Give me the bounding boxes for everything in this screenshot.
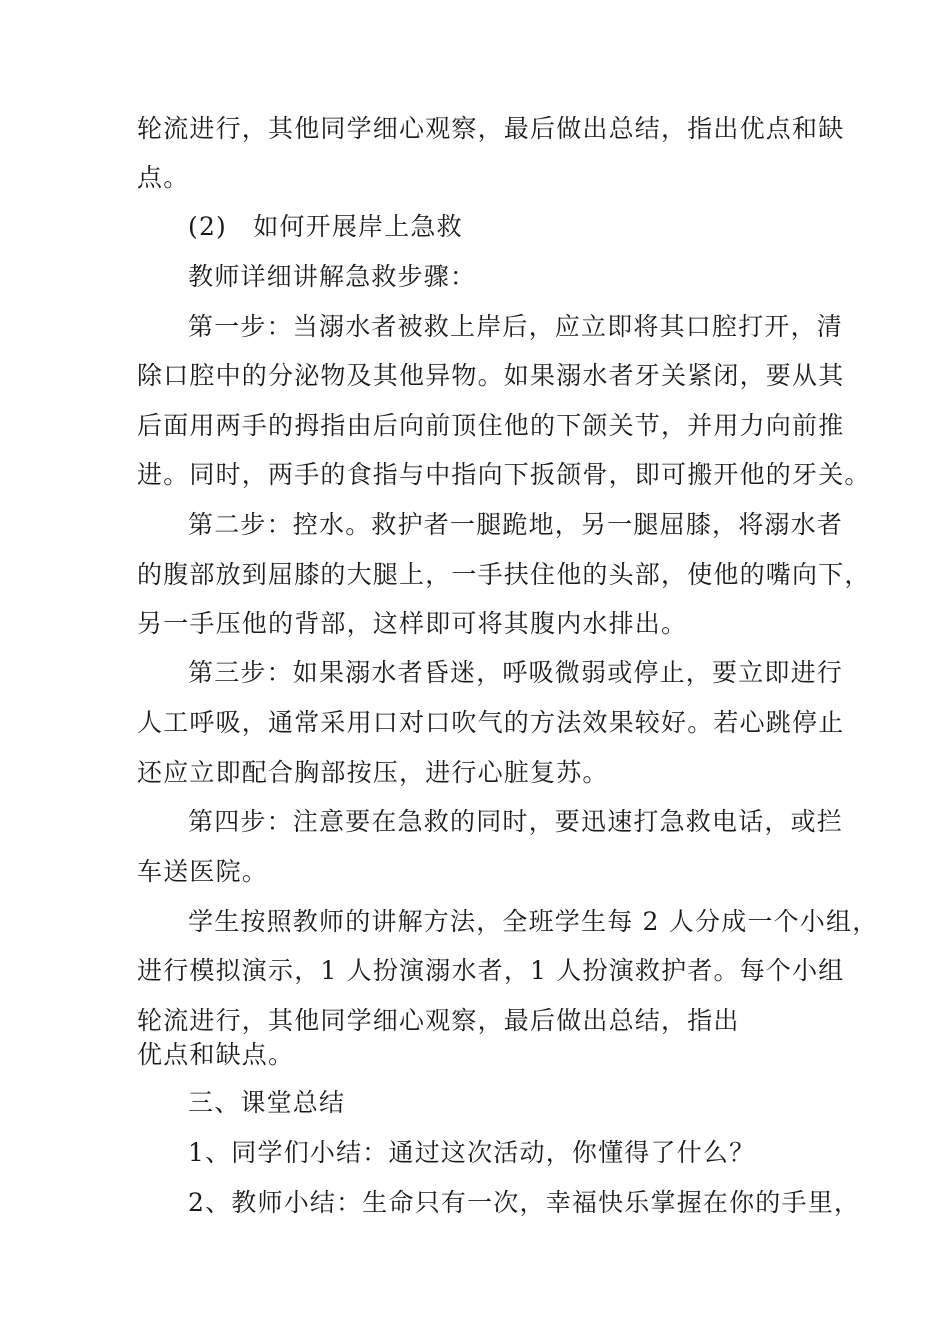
text-line: 车送医院。	[137, 857, 269, 886]
section-heading: 三、课堂总结	[188, 1088, 346, 1117]
text-line: 除口腔中的分泌物及其他异物。如果溺水者牙关紧闭，要从其	[137, 361, 845, 390]
text-line: 轮流进行，其他同学细心观察，最后做出总结，指出优点和缺	[137, 114, 845, 143]
text-line: 点。	[137, 163, 190, 192]
text-line: 还应立即配合胸部按压，进行心脏复苏。	[137, 758, 609, 787]
text-line: 第四步：注意要在急救的同时，要迅速打急救电话，或拦	[188, 807, 844, 836]
text-line: 第二步：控水。救护者一腿跪地，另一腿屈膝，将溺水者	[188, 510, 844, 539]
text-line: 学生按照教师的讲解方法，全班学生每 2 人分成一个小组，	[188, 907, 879, 936]
text-line: 教师详细讲解急救步骤：	[188, 262, 477, 291]
text-line: 人工呼吸，通常采用口对口吹气的方法效果较好。若心跳停止	[137, 708, 845, 737]
text-line: 轮流进行，其他同学细心观察，最后做出总结，指出	[137, 1006, 740, 1035]
text-line: 进。同时，两手的食指与中指向下扳颌骨，即可搬开他的牙关。	[137, 460, 871, 489]
text-line: 第三步：如果溺水者昏迷，呼吸微弱或停止，要立即进行	[188, 658, 844, 687]
text-line: 后面用两手的拇指由后向前顶住他的下颌关节，并用力向前推	[137, 411, 845, 440]
text-line: 第一步：当溺水者被救上岸后，应立即将其口腔打开，清	[188, 312, 844, 341]
text-line: 2、教师小结：生命只有一次，幸福快乐掌握在你的手里，	[188, 1188, 861, 1217]
text-line: 优点和缺点。	[137, 1040, 295, 1069]
text-line: 进行模拟演示，1 人扮演溺水者，1 人扮演救护者。每个小组	[137, 956, 845, 985]
text-line: 的腹部放到屈膝的大腿上，一手扶住他的头部，使他的嘴向下，	[137, 560, 871, 589]
section-heading: (2) 如何开展岸上急救	[188, 212, 463, 241]
text-line: 1、同学们小结：通过这次活动，你懂得了什么？	[188, 1138, 756, 1167]
text-line: 另一手压他的背部，这样即可将其腹内水排出。	[137, 609, 688, 638]
